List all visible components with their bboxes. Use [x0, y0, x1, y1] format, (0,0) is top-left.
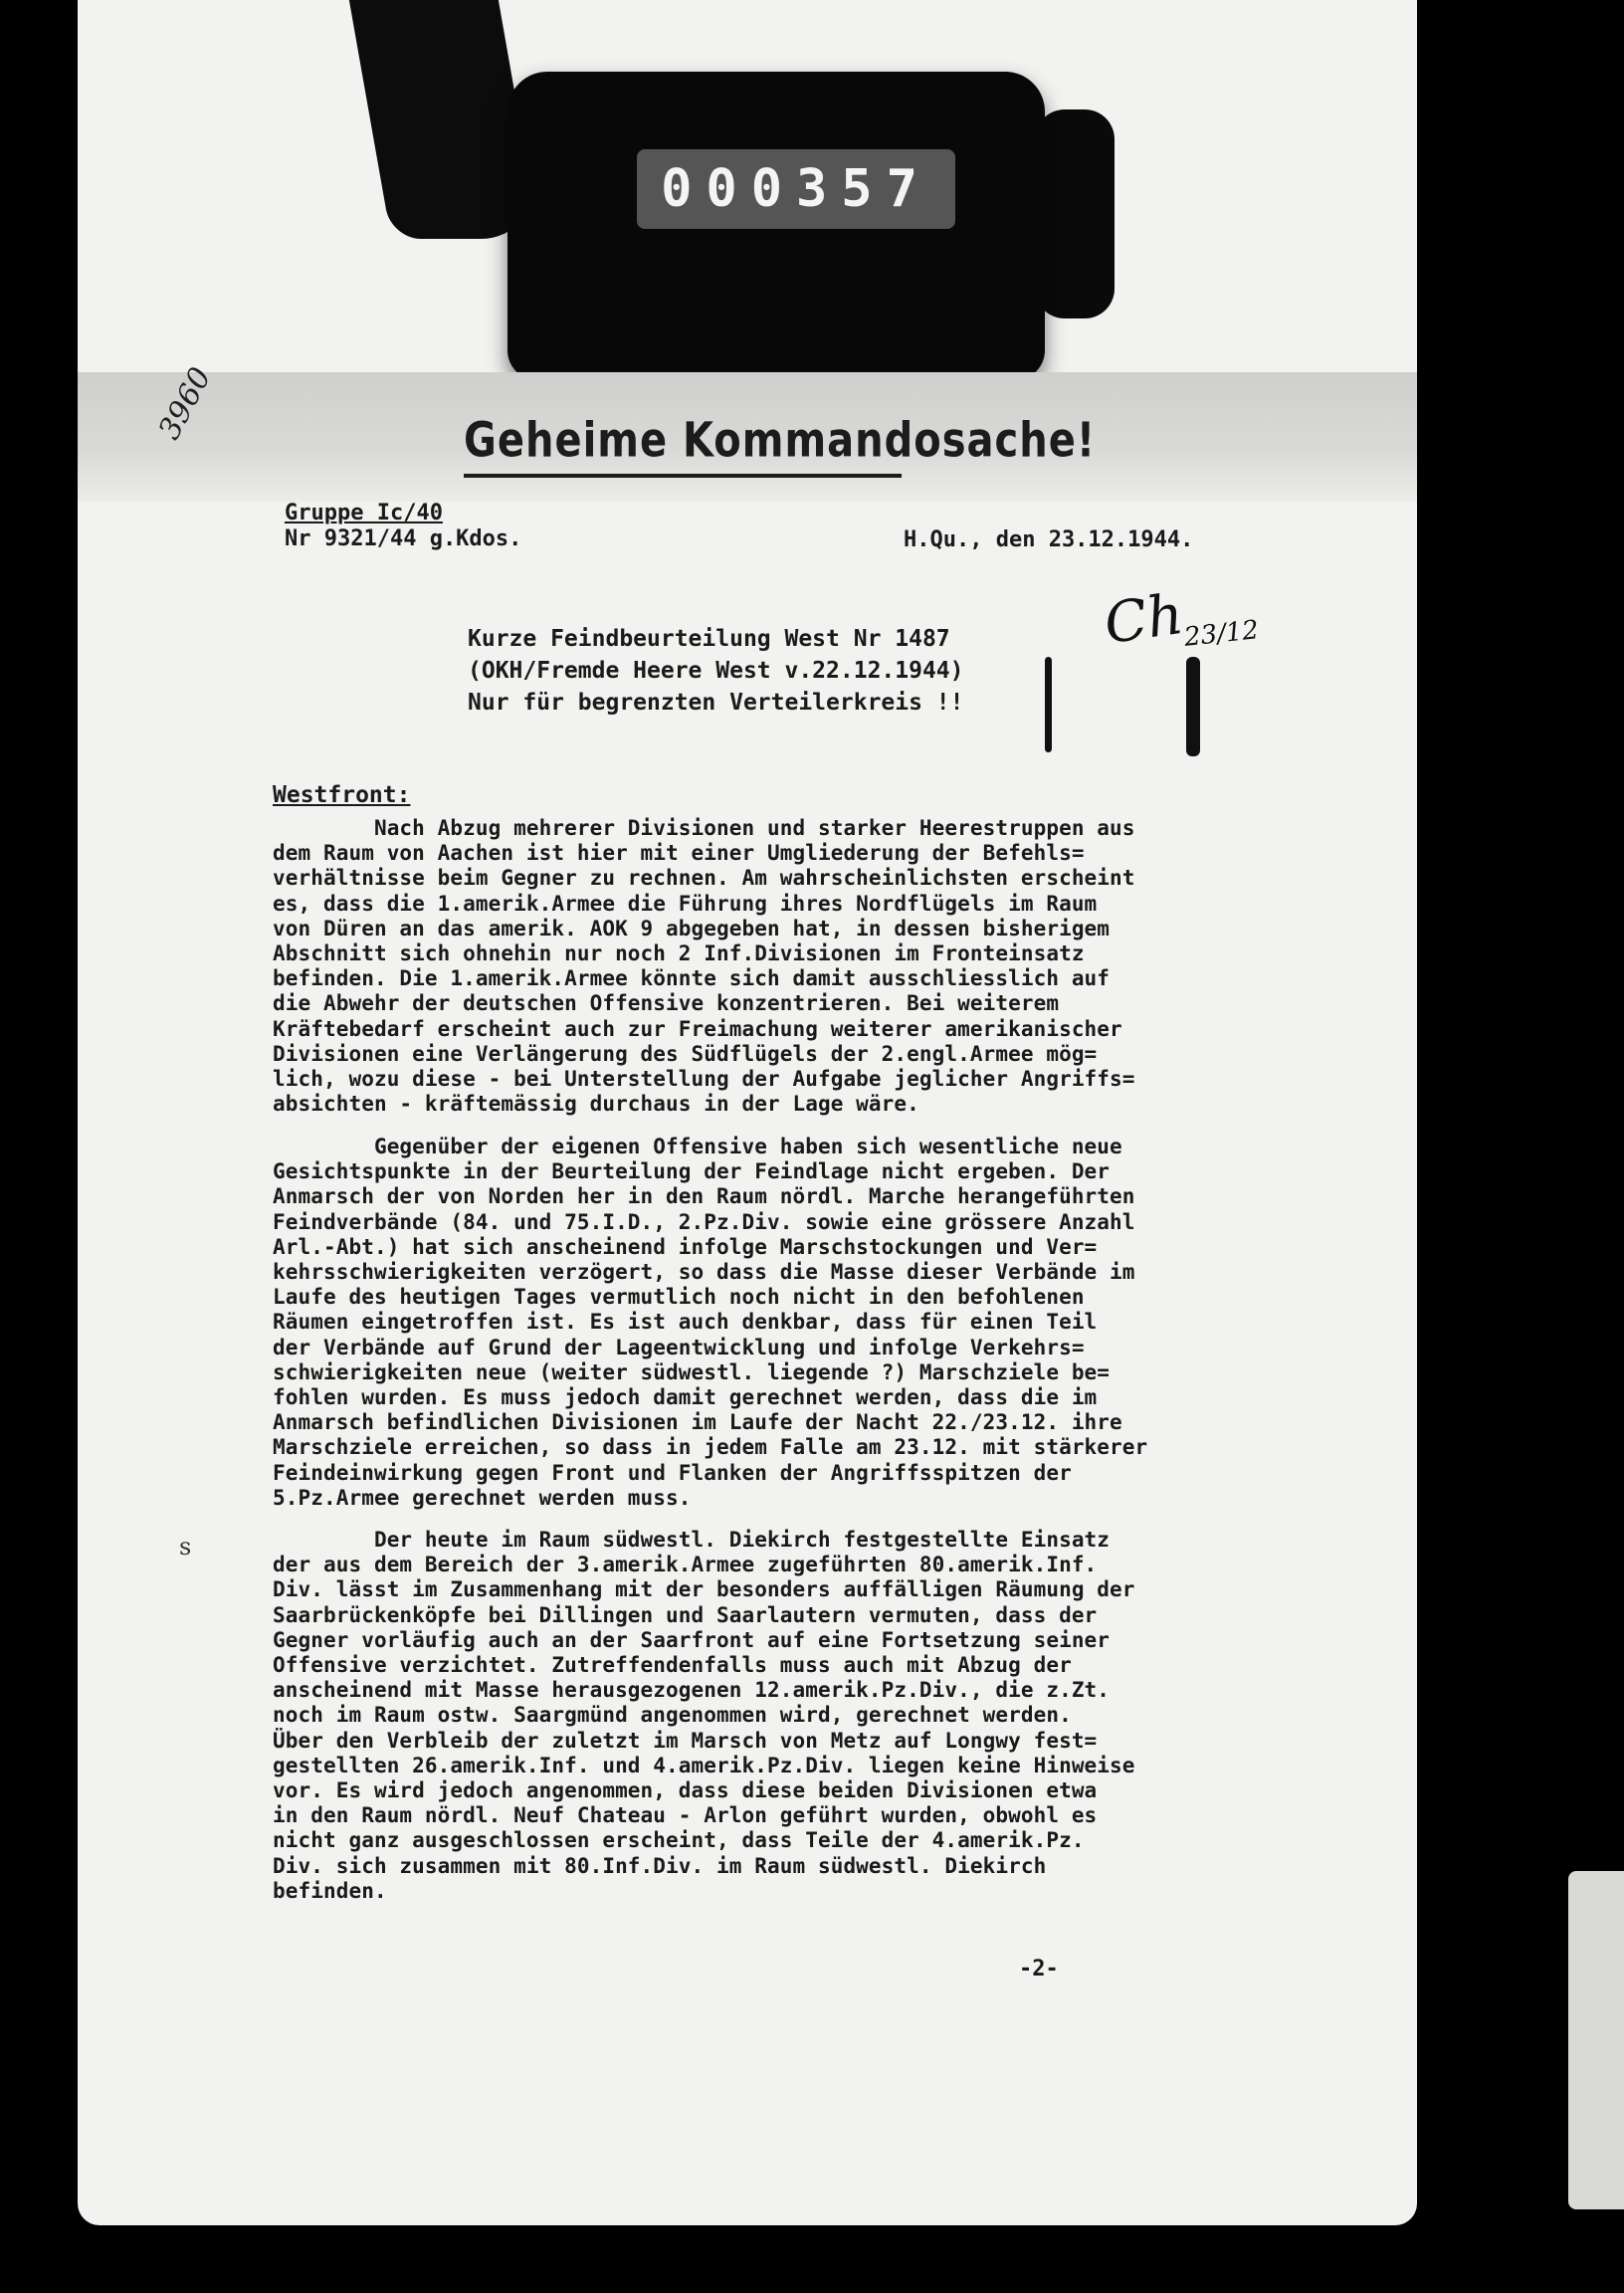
frame-counter-device	[508, 72, 1045, 380]
section-heading: Westfront:	[273, 782, 411, 808]
page-number: -2-	[1019, 1957, 1059, 1981]
place-date: H.Qu., den 23.12.1944.	[904, 527, 1194, 552]
handwritten-initials: Ch	[1100, 581, 1188, 658]
margin-mark: s	[179, 1533, 192, 1561]
handwritten-date: 23/12	[1182, 615, 1261, 653]
paragraph-3: Der heute im Raum südwestl. Diekirch festgestellte Einsatz der aus dem Bereich der 3.amerik.Armee zugeführten 80.amerik.Inf. Div. lässt im Zusammenhang mit der besonders auffälligen Räumung der Saarbrückenköpfe bei Dillingen und Saarlautern vermuten, dass der Gegner vorläufig auch an der Saarfront auf eine Fortsetzung seiner Offensive verzichtet. Zutreffendenfalls muss auch mit Abzug der anscheinend mit Masse herausgezogenen 12.amerik.Pz.Div., die z.Zt. noch im Raum ostw. Saargmünd angenommen wird, gerechnet werden. Über den Verbleib der zuletzt im Marsch von Metz auf Longwy fest= gestellten 26.amerik.Inf. und 4.amerik.Pz.Div. liegen keine Hinweise vor. Es wird jedoch angenommen, dass diese beiden Divisionen etwa in den Raum nördl. Neuf Chateau - Arlon geführt wurden, obwohl es nicht ganz ausgeschlossen erscheint, dass Teile der 4.amerik.Pz. Div. sich zusammen mit 80.Inf.Div. im Raum südwestl. Diekirch befinden.	[273, 1528, 1135, 1903]
document-title	[468, 623, 964, 719]
header-reference-block	[285, 501, 521, 552]
handwritten-mark-left	[1045, 657, 1052, 752]
title-line-2: (OKH/Fremde Heere West v.22.12.1944)	[468, 658, 964, 684]
counter-knob	[1035, 109, 1115, 318]
group-line: Gruppe Ic/40	[285, 501, 443, 525]
archive-mark: 3960	[151, 361, 219, 446]
paragraph-1: Nach Abzug mehrerer Divisionen und starker Heerestruppen aus dem Raum von Aachen ist hier mit einer Umgliederung der Befehls= verhältnisse beim Gegner zu rechnen. Am wahrscheinlichsten erscheint es, dass die 1.amerik.Armee die Führung ihres Nordflügels im Raum von Düren an das amerik. AOK 9 abgegeben hat, in dessen bisherigem Abschnitt sich ohnehin nur noch 2 Inf.Divisionen im Fronteinsatz befinden. Die 1.amerik.Armee könnte sich damit ausschliesslich auf die Abwehr der deutschen Offensive konzentrieren. Bei weiterem Kräftebedarf erscheint auch zur Freimachung weiterer amerikanischer Divisionen eine Verlängerung des Südflügels der 2.engl.Armee mög= lich, wozu diese - bei Unterstellung der Aufgabe jeglicher Angriffs= absichten - kräftemässig durchaus in der Lage wäre.	[273, 816, 1135, 1117]
title-line-3: Nur für begrenzten Verteilerkreis !!	[468, 690, 964, 716]
counter-digits: 000357	[661, 159, 931, 219]
paragraph-2: Gegenüber der eigenen Offensive haben sich wesentliche neue Gesichtspunkte in der Beurteilung der Feindlage nicht ergeben. Der Anmarsch der von Norden her in den Raum nördl. Marche herangeführten Feindverbände (84. und 75.I.D., 2.Pz.Div. sowie eine grössere Anzahl Arl.-Abt.) hat sich anscheinend infolge Marschstockungen und Ver= kehrsschwierigkeiten verzögert, so dass die Masse dieser Verbände im Laufe des heutigen Tages vermutlich noch nicht in den befohlenen Räumen eingetroffen ist. Es ist auch denkbar, dass für einen Teil der Verbände auf Grund der Lageentwicklung und infolge Verkehrs= schwierigkeiten neue (weiter südwestl. liegende ?) Marschziele be= fohlen wurden. Es muss jedoch damit gerechnet werden, dass die im Anmarsch befindlichen Divisionen im Laufe der Nacht 22./23.12. ihre Marschziele erreichen, so dass in jedem Falle am 23.12. mit stärkerer Feindeinwirkung gegen Front und Flanken der Angriffsspitzen der 5.Pz.Armee gerechnet werden muss.	[273, 1135, 1148, 1510]
reference-line: Nr 9321/44 g.Kdos.	[285, 526, 522, 551]
stamp-underline	[464, 474, 902, 478]
classification-stamp: Geheime Kommandosache!	[464, 413, 1097, 469]
handwritten-mark-right	[1186, 657, 1200, 756]
counter-window	[637, 149, 955, 229]
adjacent-page-edge	[1568, 1871, 1624, 2209]
title-line-1: Kurze Feindbeurteilung West Nr 1487	[468, 626, 950, 652]
